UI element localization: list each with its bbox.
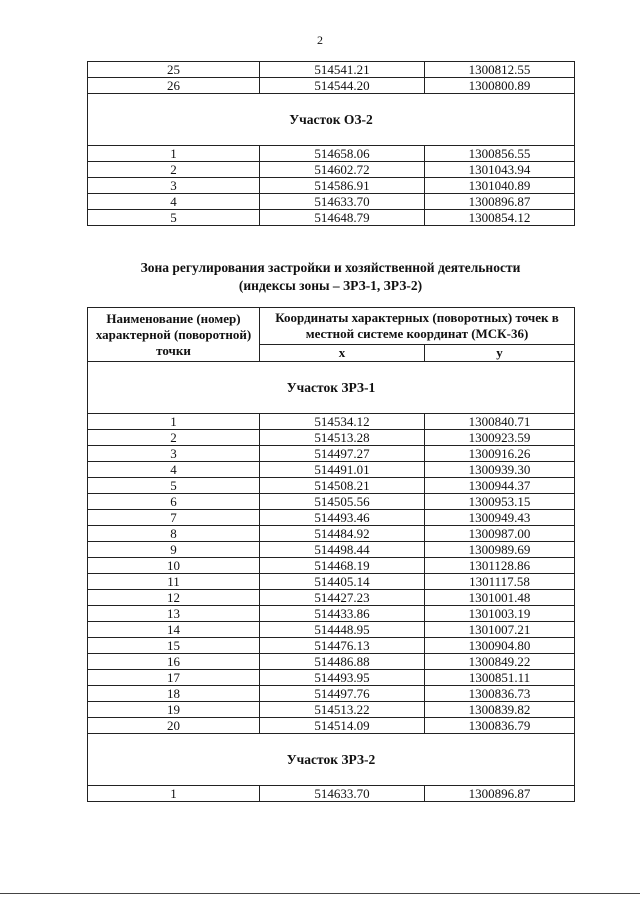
point-number: 4	[88, 194, 260, 210]
table-row	[88, 194, 575, 210]
coord-y: 1300904.80	[425, 638, 575, 654]
coord-y: 1301117.58	[425, 574, 575, 590]
section-title-zrz1: Участок ЗРЗ-1	[88, 362, 575, 414]
coord-y: 1300839.82	[425, 702, 575, 718]
coord-x: 514405.14	[260, 574, 425, 590]
table-row	[88, 510, 575, 526]
table-row	[88, 462, 575, 478]
bottom-rule	[0, 893, 640, 894]
coord-y: 1300949.43	[425, 510, 575, 526]
section-row	[88, 362, 575, 414]
section-title-zrz2: Участок ЗРЗ-2	[88, 734, 575, 786]
coord-x: 514514.09	[260, 718, 425, 734]
point-number: 2	[88, 162, 260, 178]
coord-x: 514493.95	[260, 670, 425, 686]
table-row	[88, 162, 575, 178]
header-row	[88, 308, 575, 345]
zone-title	[87, 259, 574, 295]
coord-x: 514484.92	[260, 526, 425, 542]
section-title-oz2: Участок ОЗ-2	[88, 94, 575, 146]
table-row	[88, 622, 575, 638]
section-zrz2	[88, 734, 575, 786]
coord-x: 514633.70	[260, 194, 425, 210]
header-y: y	[425, 345, 575, 362]
coord-y: 1300896.87	[425, 786, 575, 802]
coord-x: 514541.21	[260, 62, 425, 78]
section-oz2	[88, 94, 575, 146]
point-number: 16	[88, 654, 260, 670]
zone-title-line1: Зона регулирования застройки и хозяйственной деятельности	[140, 260, 521, 275]
coord-y: 1300851.11	[425, 670, 575, 686]
coord-y: 1300849.22	[425, 654, 575, 670]
table-row	[88, 654, 575, 670]
rows-zrz1	[88, 414, 575, 734]
coord-x: 514658.06	[260, 146, 425, 162]
point-number: 8	[88, 526, 260, 542]
point-number: 17	[88, 670, 260, 686]
point-number: 9	[88, 542, 260, 558]
point-number: 1	[88, 786, 260, 802]
coordinates-table-zrz	[87, 307, 575, 802]
coord-y: 1301003.19	[425, 606, 575, 622]
point-number: 10	[88, 558, 260, 574]
point-number: 3	[88, 178, 260, 194]
table-row	[88, 686, 575, 702]
header-x: x	[260, 345, 425, 362]
point-number: 4	[88, 462, 260, 478]
coord-y: 1300856.55	[425, 146, 575, 162]
rows-b	[88, 146, 575, 226]
table-row	[88, 430, 575, 446]
point-number: 7	[88, 510, 260, 526]
coord-y: 1300923.59	[425, 430, 575, 446]
coord-x: 514513.22	[260, 702, 425, 718]
coord-x: 514491.01	[260, 462, 425, 478]
point-number: 5	[88, 478, 260, 494]
point-number: 12	[88, 590, 260, 606]
coord-x: 514493.46	[260, 510, 425, 526]
table-row	[88, 78, 575, 94]
coord-x: 514476.13	[260, 638, 425, 654]
coord-x: 514513.28	[260, 430, 425, 446]
coord-y: 1300800.89	[425, 78, 575, 94]
coord-x: 514497.76	[260, 686, 425, 702]
coord-y: 1300916.26	[425, 446, 575, 462]
zone-title-line2: (индексы зоны – ЗРЗ-1, ЗРЗ-2)	[238, 278, 423, 293]
rows-zrz2	[88, 786, 575, 802]
coord-x: 514544.20	[260, 78, 425, 94]
point-number: 25	[88, 62, 260, 78]
table-row	[88, 542, 575, 558]
point-number: 2	[88, 430, 260, 446]
coord-x: 514648.79	[260, 210, 425, 226]
header-point-name: Наименование (номер) характерной (поворотной) точки	[88, 308, 260, 362]
point-number: 26	[88, 78, 260, 94]
table-row	[88, 574, 575, 590]
table-row	[88, 590, 575, 606]
coord-x: 514498.44	[260, 542, 425, 558]
coord-y: 1300896.87	[425, 194, 575, 210]
table-row	[88, 638, 575, 654]
table-row	[88, 478, 575, 494]
table-row	[88, 494, 575, 510]
coord-y: 1300944.37	[425, 478, 575, 494]
coord-x: 514505.56	[260, 494, 425, 510]
table-row	[88, 146, 575, 162]
coord-y: 1301128.86	[425, 558, 575, 574]
coord-y: 1300812.55	[425, 62, 575, 78]
section-row	[88, 94, 575, 146]
coord-y: 1301040.89	[425, 178, 575, 194]
coord-y: 1300840.71	[425, 414, 575, 430]
coord-y: 1301007.21	[425, 622, 575, 638]
coord-x: 514433.86	[260, 606, 425, 622]
page-number: 2	[317, 33, 323, 47]
table-row	[88, 446, 575, 462]
point-number: 5	[88, 210, 260, 226]
coord-x: 514497.27	[260, 446, 425, 462]
section-row	[88, 734, 575, 786]
table-row	[88, 670, 575, 686]
point-number: 1	[88, 146, 260, 162]
coord-x: 514448.95	[260, 622, 425, 638]
coord-x: 514586.91	[260, 178, 425, 194]
point-number: 14	[88, 622, 260, 638]
coord-y: 1300953.15	[425, 494, 575, 510]
coord-x: 514633.70	[260, 786, 425, 802]
point-number: 15	[88, 638, 260, 654]
point-number: 1	[88, 414, 260, 430]
table-row	[88, 702, 575, 718]
table-row	[88, 558, 575, 574]
table-row	[88, 414, 575, 430]
coord-y: 1300989.69	[425, 542, 575, 558]
point-number: 11	[88, 574, 260, 590]
table-row	[88, 210, 575, 226]
section-zrz1	[88, 362, 575, 414]
coord-y: 1300854.12	[425, 210, 575, 226]
coordinates-table-oz	[87, 61, 575, 226]
point-number: 20	[88, 718, 260, 734]
rows-a	[88, 62, 575, 94]
coord-x: 514602.72	[260, 162, 425, 178]
table-header	[88, 308, 575, 362]
coord-x: 514427.23	[260, 590, 425, 606]
point-number: 3	[88, 446, 260, 462]
coord-x: 514534.12	[260, 414, 425, 430]
point-number: 13	[88, 606, 260, 622]
coord-x: 514508.21	[260, 478, 425, 494]
table-row	[88, 526, 575, 542]
coord-x: 514468.19	[260, 558, 425, 574]
coord-y: 1301043.94	[425, 162, 575, 178]
point-number: 19	[88, 702, 260, 718]
header-coordinates: Координаты характерных (поворотных) точек в местной системе координат (МСК-36)	[260, 308, 575, 345]
point-number: 18	[88, 686, 260, 702]
table-row	[88, 178, 575, 194]
point-number: 6	[88, 494, 260, 510]
table-row	[88, 62, 575, 78]
coord-y: 1300987.00	[425, 526, 575, 542]
coord-x: 514486.88	[260, 654, 425, 670]
table-row	[88, 606, 575, 622]
coord-y: 1301001.48	[425, 590, 575, 606]
table-row	[88, 786, 575, 802]
table-row	[88, 718, 575, 734]
coord-y: 1300939.30	[425, 462, 575, 478]
coord-y: 1300836.79	[425, 718, 575, 734]
coord-y: 1300836.73	[425, 686, 575, 702]
